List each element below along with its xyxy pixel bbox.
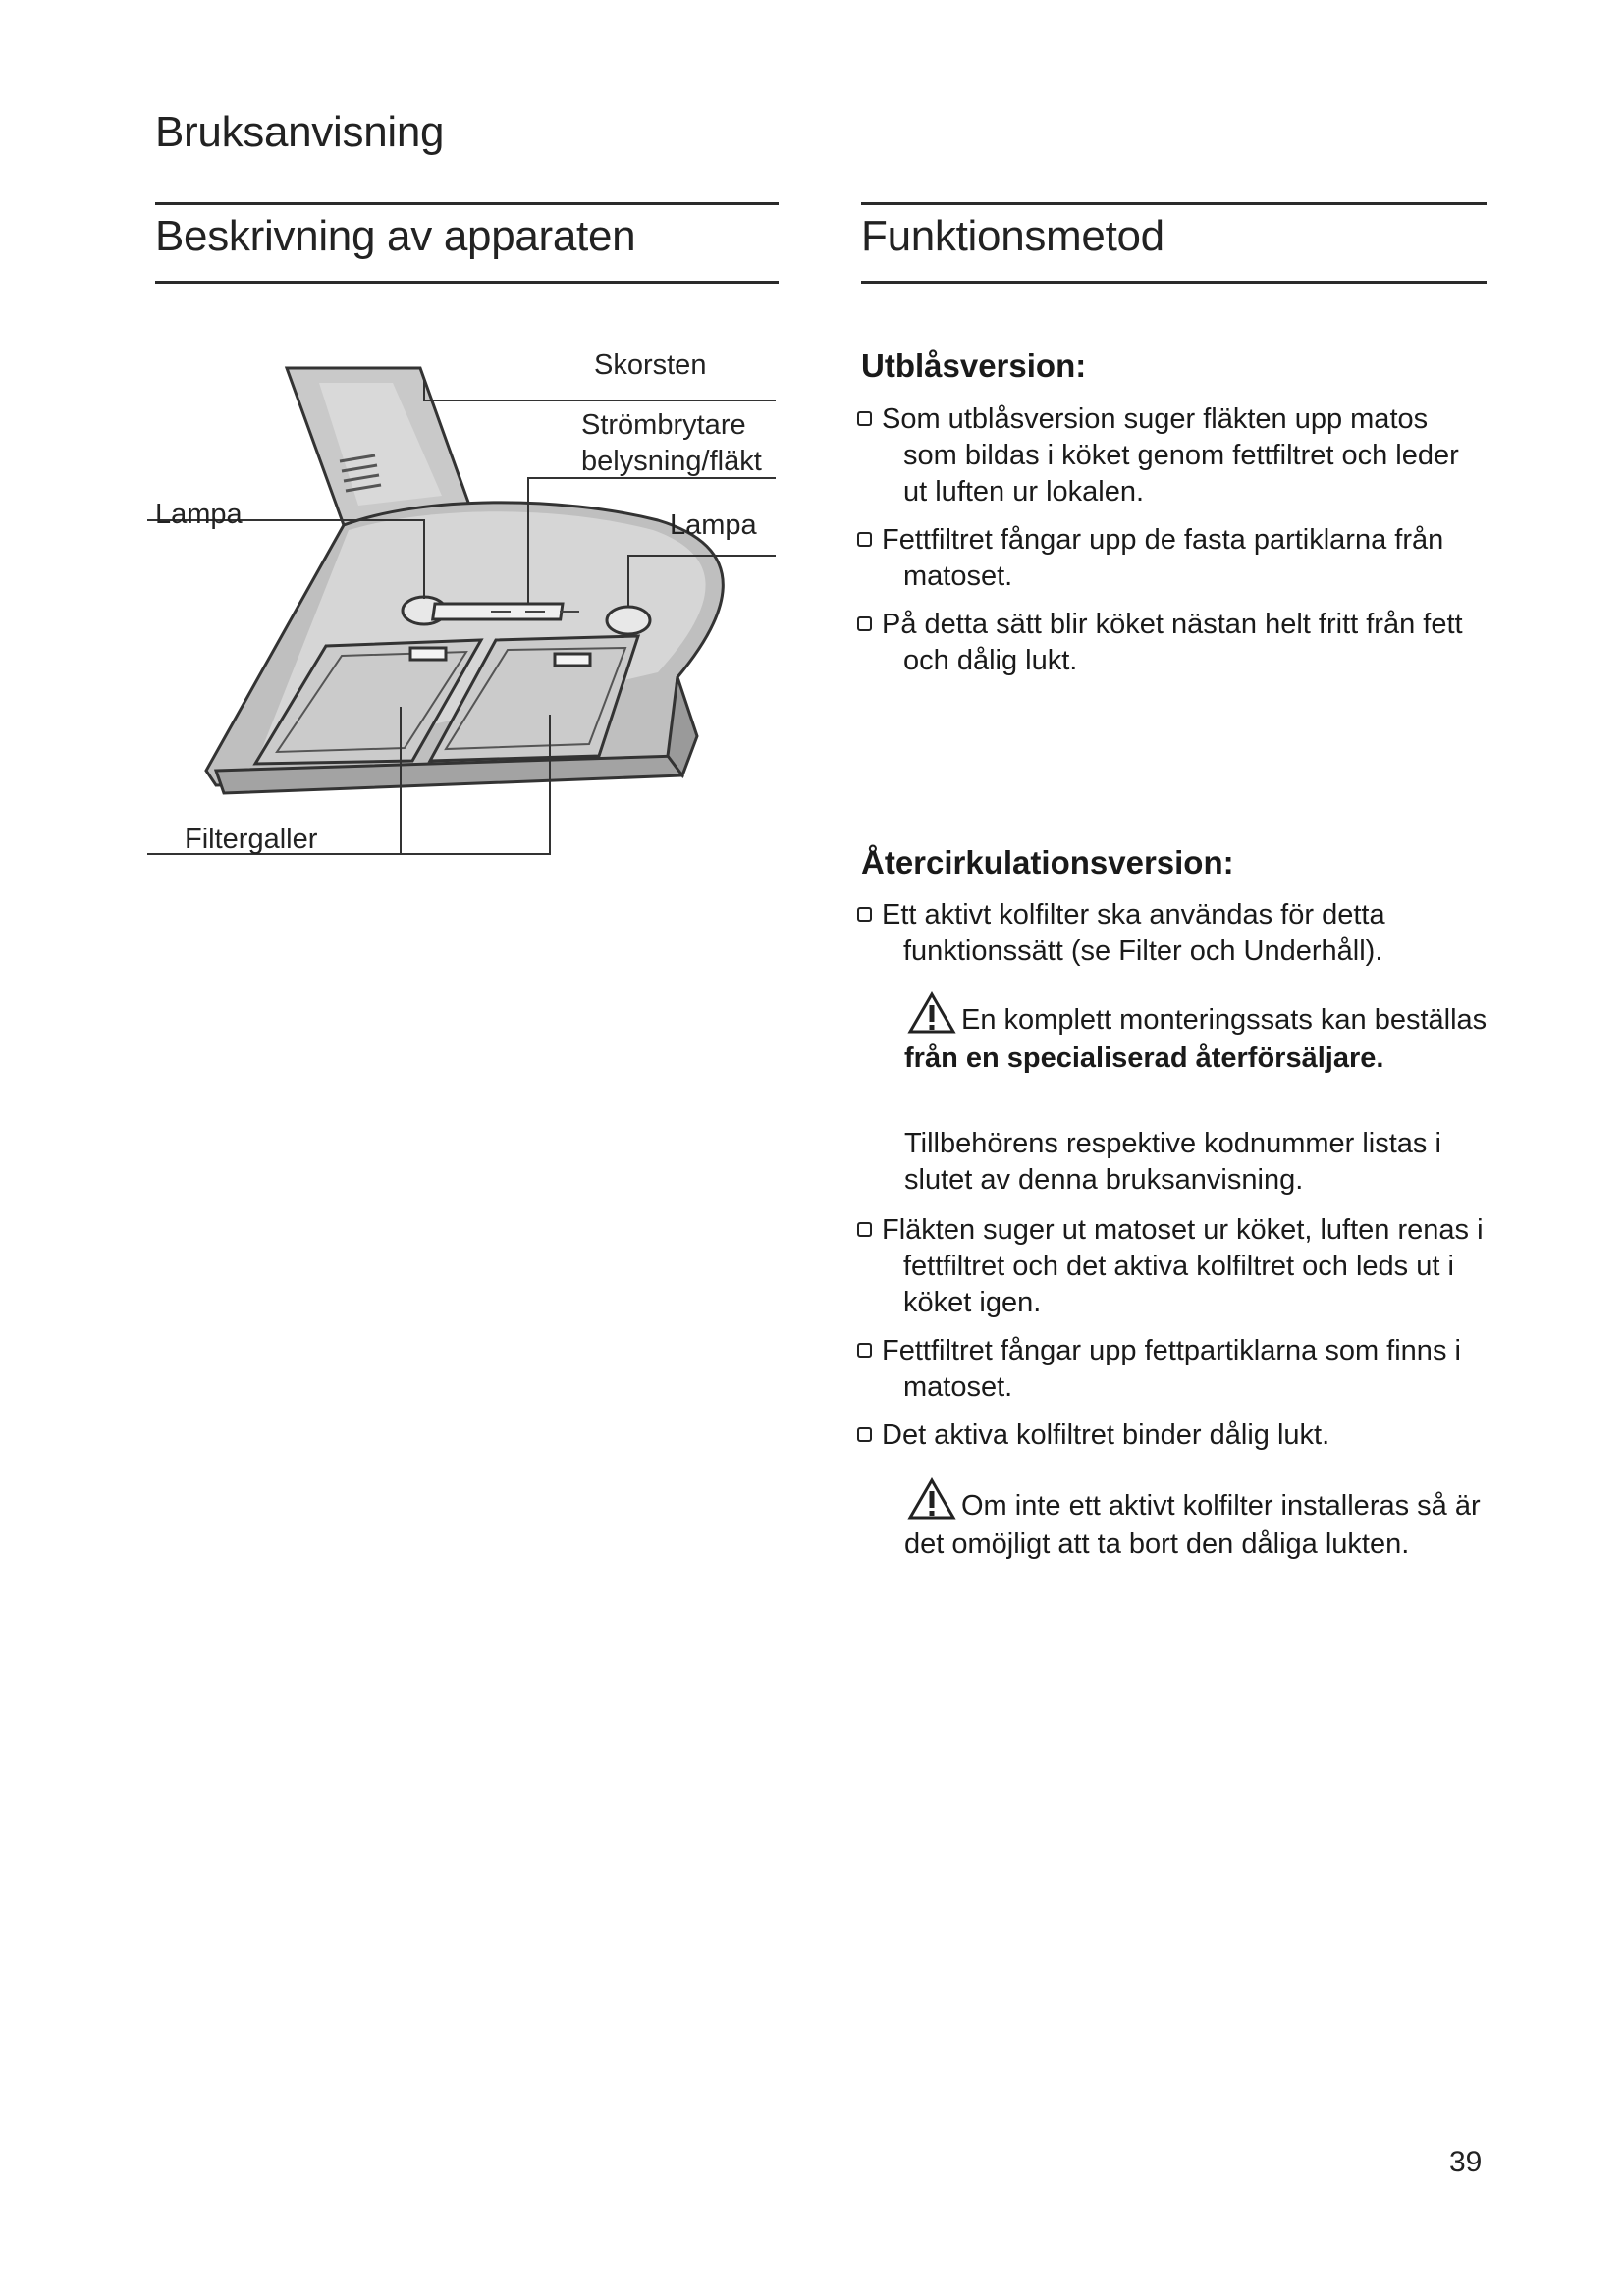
warning-triangle-icon: [904, 1477, 959, 1528]
page-number: 39: [1449, 2146, 1483, 2178]
label-lampa-left: Lampa: [155, 499, 243, 530]
appliance-diagram: [147, 324, 795, 883]
accessories-paragraph: Tillbehörens respektive kodnummer listas i slutet av denna bruksanvisning.: [904, 1128, 1441, 1196]
checkbox-bullet-icon: [857, 411, 872, 426]
document-title: Bruksanvisning: [155, 108, 445, 156]
checkbox-bullet-icon: [857, 1222, 872, 1237]
range-hood-illustration: [147, 324, 795, 883]
checkbox-bullet-icon: [857, 532, 872, 547]
left-section-bottom-rule: [155, 281, 779, 284]
right-section-top-rule: [861, 202, 1487, 205]
left-section-title: Beskrivning av apparaten: [155, 212, 636, 260]
right-section-title: Funktionsmetod: [861, 212, 1164, 260]
checkbox-bullet-icon: [857, 616, 872, 631]
atercirkulation-bullet-3: Fettfiltret fångar upp fettpartiklarna som finns i matoset.: [857, 1333, 1486, 1406]
atercirkulation-bullet-1: Ett aktivt kolfilter ska användas för detta funktionssätt (se Filter och Underhåll).: [857, 897, 1486, 970]
utblas-bullet-3: På detta sätt blir köket nästan helt fritt från fett och dålig lukt.: [857, 607, 1486, 679]
utblas-heading: Utblåsversion:: [861, 347, 1087, 384]
left-section-top-rule: [155, 202, 779, 205]
label-belysning-flakt: belysning/fläkt: [581, 446, 762, 477]
warning-note-1: En komplett monteringssats kan beställas från en specialiserad återförsäljare.: [904, 991, 1493, 1075]
atercirkulation-bullet-2: Fläkten suger ut matoset ur köket, luften renas i fettfiltret och det aktiva kolfiltret och leds ut i köket igen.: [857, 1212, 1486, 1321]
label-strombrytare: Strömbrytare: [581, 409, 746, 441]
warning-note-2: Om inte ett aktivt kolfilter installeras så är det omöjligt att ta bort den dåliga lukten.: [904, 1477, 1493, 1561]
label-filtergaller: Filtergaller: [185, 824, 318, 855]
utblas-bullet-2: Fettfiltret fångar upp de fasta partiklarna från matoset.: [857, 522, 1486, 595]
warning-triangle-icon: [904, 991, 959, 1042]
checkbox-bullet-icon: [857, 1427, 872, 1442]
utblas-bullet-1: Som utblåsversion suger fläkten upp matos som bildas i köket genom fettfiltret och leder ut luften ur lokalen.: [857, 401, 1486, 510]
atercirkulation-bullet-4: Det aktiva kolfiltret binder dålig lukt.: [857, 1417, 1486, 1454]
right-section-bottom-rule: [861, 281, 1487, 284]
atercirkulation-heading: Återcirkulationsversion:: [861, 844, 1234, 881]
label-skorsten: Skorsten: [594, 349, 707, 381]
checkbox-bullet-icon: [857, 907, 872, 922]
label-lampa-right: Lampa: [670, 509, 757, 541]
checkbox-bullet-icon: [857, 1343, 872, 1358]
